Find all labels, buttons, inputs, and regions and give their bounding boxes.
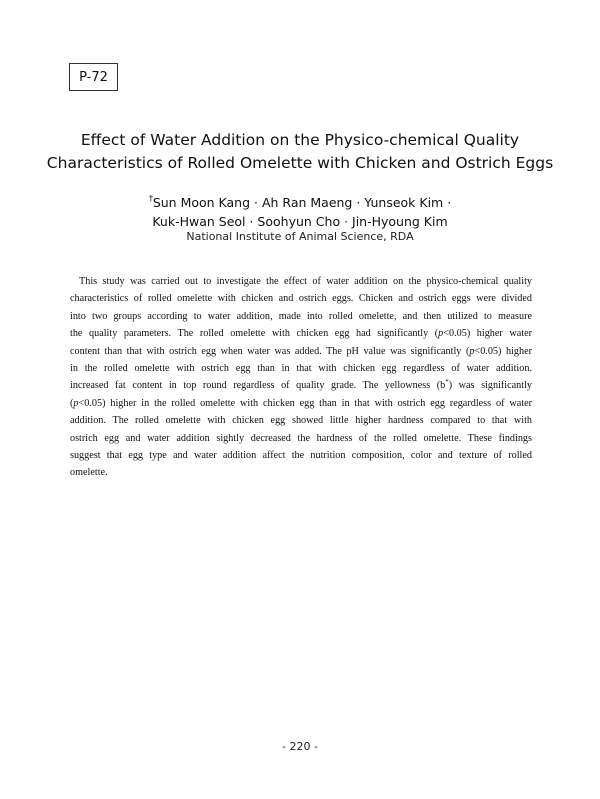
p-value-symbol: p [73,397,79,409]
abstract-text: content than that with ostrich egg when water was added. The pH value was significantly ( [70,345,470,357]
abstract-text: the quality parameters. The rolled omelette with chicken egg had significantly ( [70,328,439,340]
abstract-line: characteristics of rolled omelette with chicken and ostrich eggs. Chicken and ostrich eggs were divided [70,293,532,305]
poster-id-box: P-72 [69,63,118,91]
corresponding-author-mark: † [148,194,153,203]
abstract-text: ) was significantly [448,380,532,392]
page-number: - 220 - [282,740,318,753]
abstract-line: suggest that egg type and water addition affect the nutrition composition, color and texture of rolled [70,450,532,462]
title-line-2: Characteristics of Rolled Omelette with Chicken and Ostrich Eggs [46,154,554,172]
abstract-line: into two groups according to water addition, made into rolled omelette, and then utilized to measure [70,310,532,322]
authors-line-2: Kuk-Hwan Seol · Soohyun Cho · Jin-Hyoung Kim [152,214,448,229]
abstract-line: addition. The rolled omelette with chicken egg showed little higher hardness compared to that with [70,415,532,427]
title-line-1: Effect of Water Addition on the Physico-chemical Quality [80,131,520,149]
abstract-line: omelette. [70,467,108,479]
abstract-line [70,395,532,412]
abstract-text: <0.05) higher [474,345,532,357]
abstract-line [70,325,532,342]
authors-line-1 [60,189,540,212]
affiliation: National Institute of Animal Science, RDA [186,230,414,243]
abstract-line: This study was carried out to investigate the effect of water addition on the physico-chemical quality [79,276,532,287]
abstract-line: in the rolled omelette with ostrich egg than in that with chicken egg regardless of water addition. [70,363,532,375]
superscript-star: * [445,378,449,387]
author-list [60,189,540,231]
abstract-line: ostrich egg and water addition sightly decreased the hardness of the rolled omelette. These findings [70,432,532,444]
abstract-body [70,273,532,482]
abstract-text: ( [70,397,74,409]
p-value-symbol: p [469,345,475,357]
paper-title [40,129,560,175]
p-value-symbol: p [438,328,444,340]
abstract-line [70,343,532,360]
abstract-line [70,377,532,394]
abstract-text: increased fat content in top round regardless of quality grade. The yellowness (b [70,380,446,392]
abstract-text: <0.05) higher water [443,328,532,340]
authors-line-1-text: Sun Moon Kang · Ah Ran Maeng · Yunseok Kim · [152,195,452,210]
abstract-text: <0.05) higher in the rolled omelette with chicken egg than in that with ostrich egg regardless of water [78,397,532,409]
